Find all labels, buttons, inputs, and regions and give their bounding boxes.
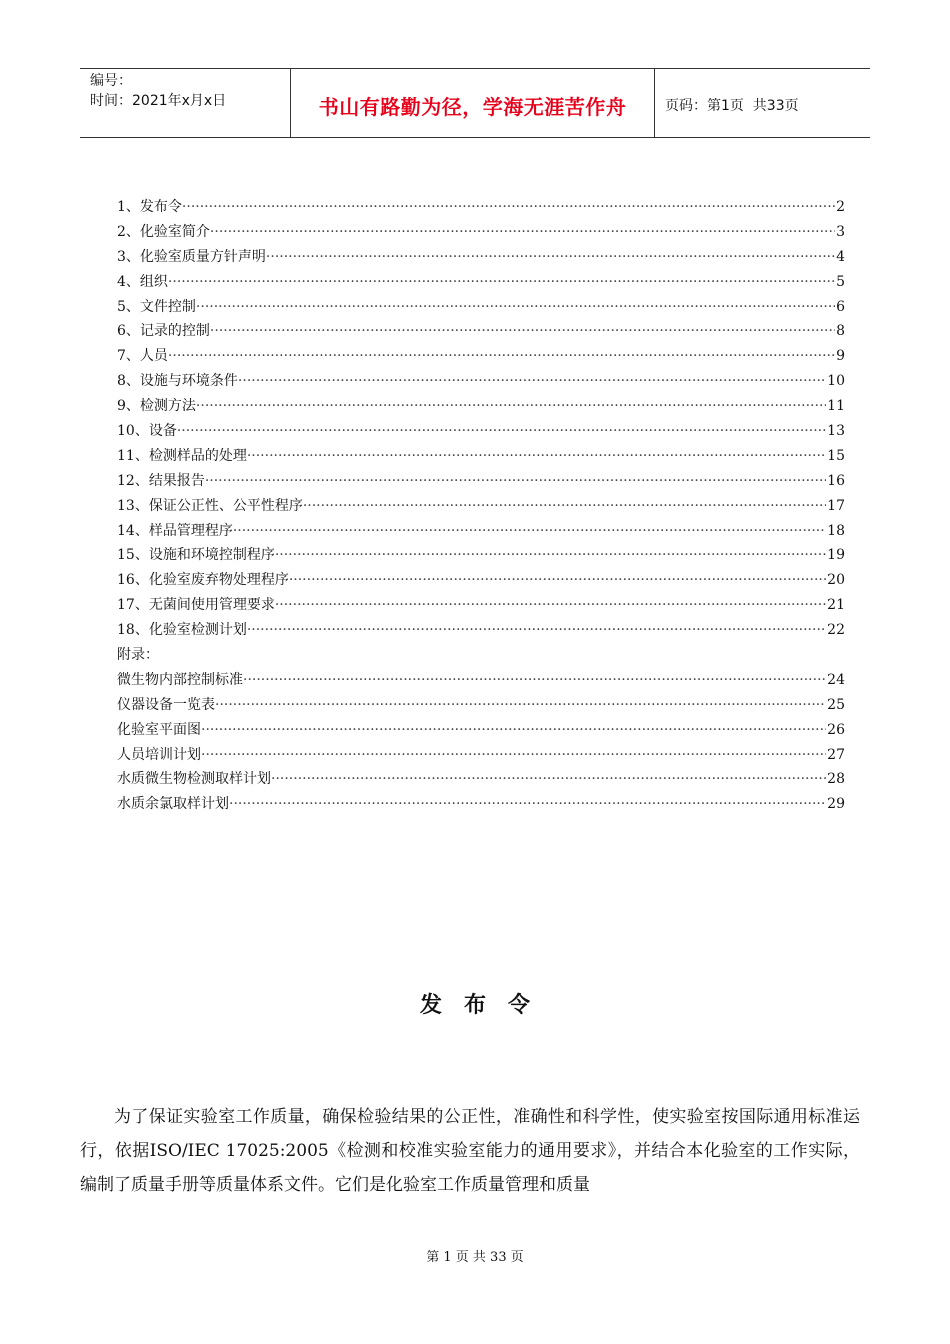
toc-entry-title: 人员培训计划 <box>117 746 201 763</box>
toc-leader-dots <box>266 245 835 270</box>
page-header <box>80 68 870 138</box>
toc-entry[interactable] <box>117 743 845 768</box>
toc-leader-dots <box>229 792 826 817</box>
toc-entry-title: 11、检测样品的处理 <box>117 447 247 464</box>
toc-leader-dots <box>238 369 826 394</box>
toc-entry-page: 8 <box>836 323 845 340</box>
toc-entry[interactable] <box>117 319 845 344</box>
toc-entry-title: 6、记录的控制 <box>117 323 210 340</box>
toc-entry-page: 28 <box>827 771 845 788</box>
toc-entry-title: 2、化验室简介 <box>117 223 210 240</box>
toc-entry-title: 9、检测方法 <box>117 398 196 415</box>
toc-leader-dots <box>275 543 826 568</box>
toc-entry-title: 14、样品管理程序 <box>117 522 233 539</box>
toc-entry-title: 18、化验室检测计划 <box>117 622 247 639</box>
toc-leader-dots <box>303 494 826 519</box>
toc-leader-dots <box>215 693 826 718</box>
toc-entry-title: 13、保证公正性、公平性程序 <box>117 497 303 514</box>
toc-entry-page: 27 <box>827 746 845 763</box>
toc-leader-dots <box>201 718 826 743</box>
toc-entry-page: 3 <box>836 223 845 240</box>
toc-entry-page: 20 <box>827 572 845 589</box>
header-page-info <box>655 69 870 137</box>
toc-entry-page: 5 <box>836 273 845 290</box>
toc-entry-title: 微生物内部控制标准 <box>117 671 243 688</box>
toc-entry-page: 24 <box>827 671 845 688</box>
toc-entry-page: 25 <box>827 696 845 713</box>
toc-entry[interactable] <box>117 767 845 792</box>
toc-entry[interactable] <box>117 618 845 643</box>
toc-entry-page: 26 <box>827 721 845 738</box>
toc-entry-title: 化验室平面图 <box>117 721 201 738</box>
toc-leader-dots <box>275 593 826 618</box>
toc-entry-page: 18 <box>827 522 845 539</box>
toc-entry-title: 15、设施和环境控制程序 <box>117 547 275 564</box>
toc-entry[interactable] <box>117 369 845 394</box>
toc-leader-dots <box>182 195 835 220</box>
toc-entry-title: 1、发布令 <box>117 199 182 215</box>
header-meta <box>80 69 291 137</box>
toc-entry-page: 9 <box>836 348 845 365</box>
appendix-label: 附录： <box>117 647 159 664</box>
toc-main-list <box>117 195 845 643</box>
section-paragraph: 为了保证实验室工作质量，确保检验结果的公正性，准确性和科学性，使实验室按国际通用标准运行，依据ISO/IEC 17025:2005《检测和校准实验室能力的通用要求》，并结合本化验室的工作实际，编制了质量手册等质量体系文件。它们是化验室工作质量管理和质量 <box>80 1107 860 1195</box>
toc-entry[interactable] <box>117 792 845 817</box>
toc-entry-title: 5、文件控制 <box>117 298 196 315</box>
toc-entry-title: 16、化验室废弃物处理程序 <box>117 572 289 589</box>
toc-leader-dots <box>210 220 835 245</box>
toc-entry[interactable] <box>117 494 845 519</box>
toc-entry-title: 7、人员 <box>117 348 168 365</box>
toc-entry-page: 6 <box>836 298 845 315</box>
toc-leader-dots <box>196 394 826 419</box>
toc-entry-page: 16 <box>827 472 845 489</box>
toc-entry-title: 10、设备 <box>117 423 177 440</box>
toc-entry[interactable] <box>117 419 845 444</box>
page-footer: 第 1 页 共 33 页 <box>426 1250 524 1265</box>
toc-entry[interactable] <box>117 344 845 369</box>
toc-entry-page: 22 <box>827 622 845 639</box>
toc-entry[interactable] <box>117 220 845 245</box>
toc-leader-dots <box>289 568 826 593</box>
section-title: 发布令 <box>419 992 552 1018</box>
toc-entry-title: 17、无菌间使用管理要求 <box>117 597 275 614</box>
toc-entry[interactable] <box>117 693 845 718</box>
toc-entry[interactable] <box>117 519 845 544</box>
toc-leader-dots <box>201 743 826 768</box>
toc-entry-title: 12、结果报告 <box>117 472 205 489</box>
toc-leader-dots <box>168 344 835 369</box>
toc-entry-title: 4、组织 <box>117 273 168 290</box>
toc-entry[interactable] <box>117 593 845 618</box>
toc-leader-dots <box>271 767 826 792</box>
toc-leader-dots <box>177 419 826 444</box>
toc-entry-title: 水质微生物检测取样计划 <box>117 771 271 788</box>
toc-entry[interactable] <box>117 568 845 593</box>
toc-entry[interactable] <box>117 245 845 270</box>
toc-entry-page: 13 <box>827 423 845 440</box>
toc-entry-page: 10 <box>827 373 845 390</box>
toc-entry-page: 4 <box>836 248 845 265</box>
toc-entry-page: 19 <box>827 547 845 564</box>
toc-leader-dots <box>247 618 826 643</box>
toc-entry-page: 17 <box>827 497 845 514</box>
toc-entry-page: 21 <box>827 597 845 614</box>
toc-entry[interactable] <box>117 543 845 568</box>
toc-entry[interactable] <box>117 444 845 469</box>
toc-entry[interactable] <box>117 718 845 743</box>
toc-entry-page: 29 <box>827 796 845 813</box>
toc-entry[interactable] <box>117 295 845 320</box>
document-number: 编号： <box>90 73 132 89</box>
toc-entry-title: 水质余氯取样计划 <box>117 796 229 813</box>
toc-entry[interactable] <box>117 668 845 693</box>
toc-leader-dots <box>243 668 826 693</box>
toc-entry-page: 2 <box>836 199 845 215</box>
toc-entry[interactable] <box>117 270 845 295</box>
header-page-label: 页码：第1页 共33页 <box>665 98 799 114</box>
toc-leader-dots <box>196 295 835 320</box>
toc-leader-dots <box>233 519 826 544</box>
toc-leader-dots <box>168 270 835 295</box>
toc-leader-dots <box>247 444 826 469</box>
table-of-contents <box>117 195 845 817</box>
header-motto: 书山有路勤为径，学海无涯苦作舟 <box>291 69 655 137</box>
toc-entry[interactable] <box>117 195 845 220</box>
document-date: 时间：2021年x月x日 <box>90 93 227 109</box>
toc-leader-dots <box>205 469 826 494</box>
toc-entry-title: 仪器设备一览表 <box>117 696 215 713</box>
toc-entry[interactable] <box>117 394 845 419</box>
toc-entry-page: 11 <box>827 398 845 415</box>
toc-appendix-list <box>117 668 845 817</box>
toc-leader-dots <box>210 319 835 344</box>
toc-entry-title: 3、化验室质量方针声明 <box>117 248 266 265</box>
toc-entry[interactable] <box>117 469 845 494</box>
toc-entry-page: 15 <box>827 447 845 464</box>
toc-entry-title: 8、设施与环境条件 <box>117 373 238 390</box>
